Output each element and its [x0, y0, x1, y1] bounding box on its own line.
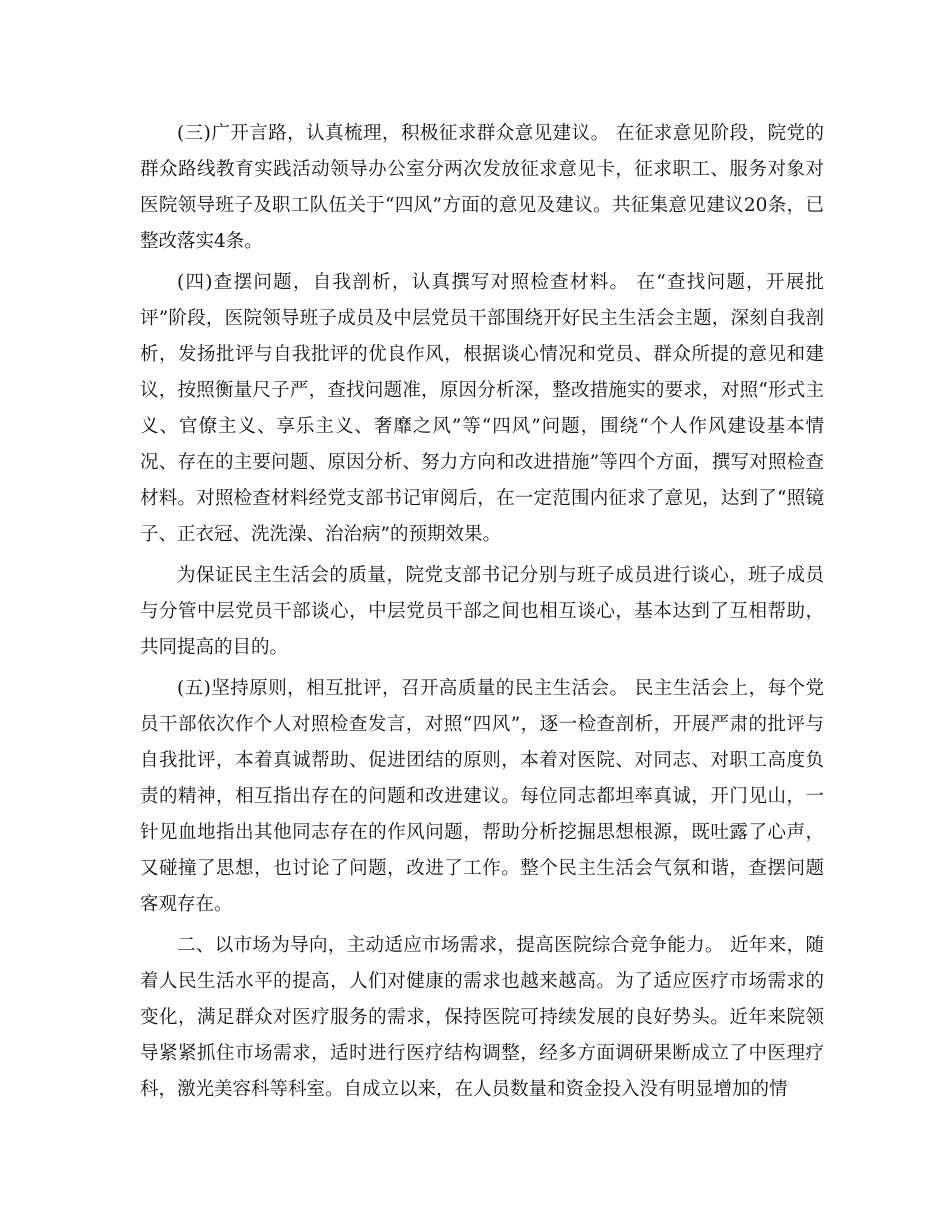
- document-body: [140, 116, 824, 1113]
- paragraph-market-orientation: 二、以市场为导向，主动适应市场需求，提高医院综合竞争能力。 近年来，随着人民生活水平的提高，人们对健康的需求也越来越高。为了适应医疗市场需求的变化，满足群众对医疗服务的需求，保持医院可持续发展的良好势头。近年来院领导紧紧抓住市场需求，适时进行医疗结构调整，经多方面调研果断成立了中医理疗科，激光美容科等科室。自成立以来，在人员数量和资金投入没有明显增加的情: [140, 935, 824, 1100]
- paragraph-solicit-opinions: (三)广开言路，认真梳理，积极征求群众意见建议。 在征求意见阶段，院党的群众路线教育实践活动领导办公室分两次发放征求意见卡，征求职工、服务对象对医院领导班子及职工队伍关于“四风”方面的意见及建议。共征集意见建议20条，已整改落实4条。: [140, 123, 824, 252]
- paragraph-heart-to-heart-talks: 为保证民主生活会的质量，院党支部书记分别与班子成员进行谈心，班子成员与分管中层党员干部谈心，中层党员干部之间也相互谈心，基本达到了互相帮助，共同提高的目的。: [140, 565, 824, 658]
- paragraph-self-examination: (四)查摆问题，自我剖析，认真撰写对照检查材料。 在“查找问题，开展批评”阶段，医院领导班子成员及中层党员干部围绕开好民主生活会主题，深刻自我剖析，发扬批评与自我批评的优良作风，根据谈心情况和党员、群众所提的意见和建议，按照衡量尺子严，查找问题准，原因分析深，整改措施实的要求，对照“形式主义、官僚主义、享乐主义、奢靡之风”等“四风”问题，围绕“个人作风建设基本情况、存在的主要问题、原因分析、努力方向和改进措施”等四个方面，撰写对照检查材料。对照检查材料经党支部书记审阅后，在一定范围内征求了意见，达到了“照镜子、正衣冠、洗洗澡、治治病”的预期效果。: [140, 272, 824, 545]
- paragraph-democratic-life-meeting: (五)坚持原则，相互批评，召开高质量的民主生活会。 民主生活会上，每个党员干部依次作个人对照检查发言，对照“四风”，逐一检查剖析，开展严肃的批评与自我批评，本着真诚帮助、促进团结的原则，本着对医院、对同志、对职工高度负责的精神，相互指出存在的问题和改进建议。每位同志都坦率真诚，开门见山，一针见血地指出其他同志存在的作风问题，帮助分析挖掘思想根源，既吐露了心声，又碰撞了思想，也讨论了问题，改进了工作。整个民主生活会气氛和谐，查摆问题客观存在。: [140, 678, 824, 915]
